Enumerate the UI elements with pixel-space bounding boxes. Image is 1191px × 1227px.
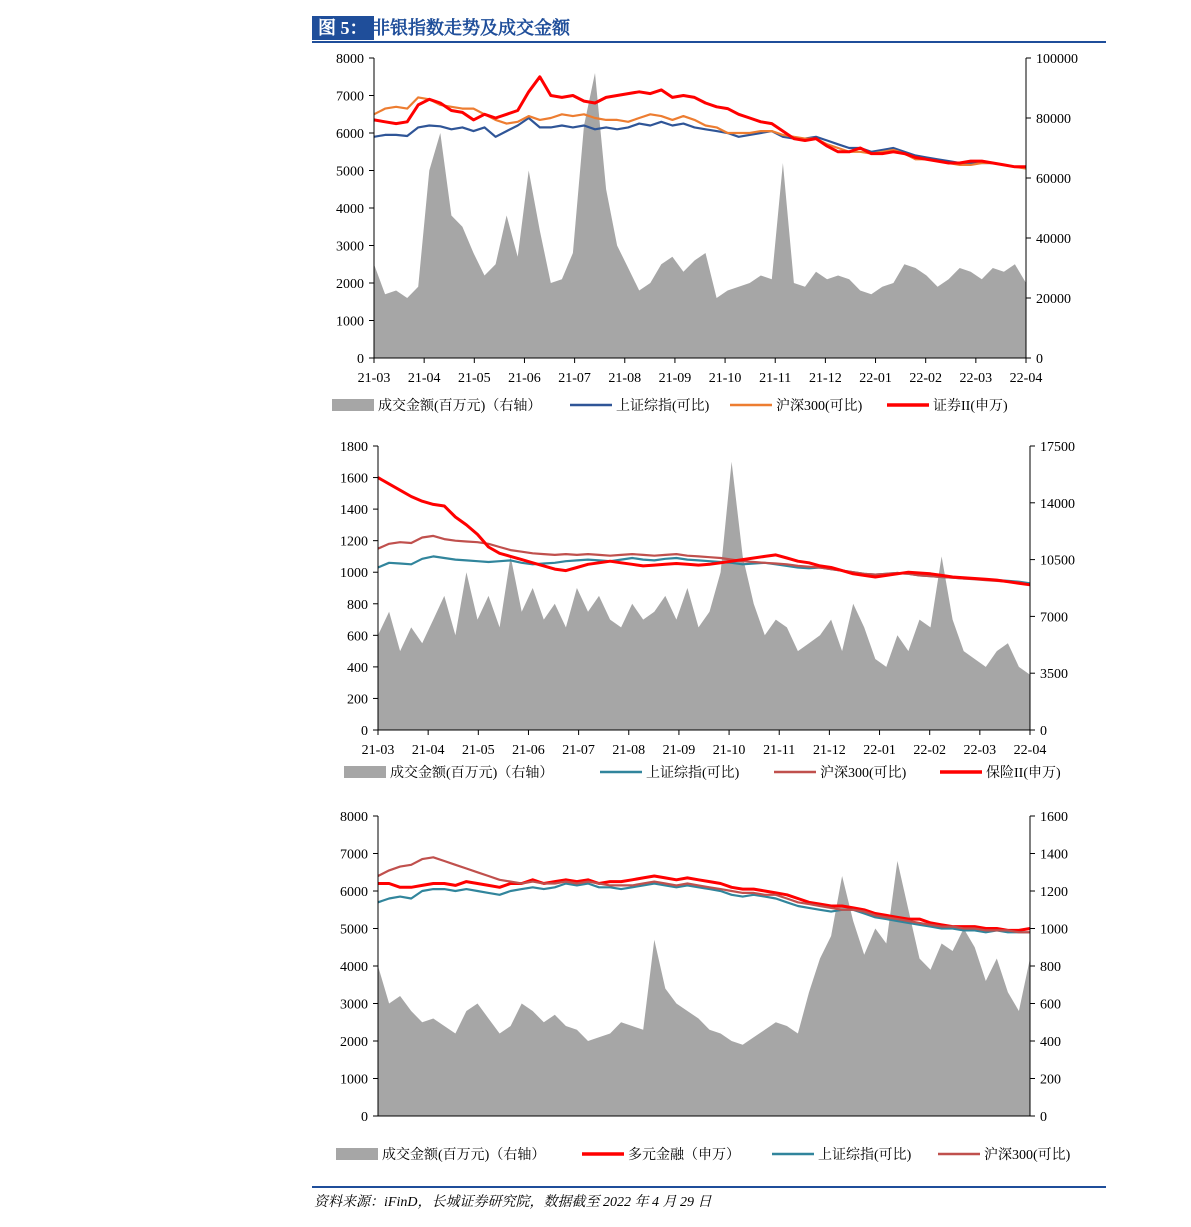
volume-area: [374, 73, 1026, 358]
x-tick-label: 21-07: [562, 743, 595, 758]
y-tick-label-left: 7000: [340, 847, 368, 863]
volume-area: [378, 462, 1030, 730]
y-tick-label-right: 0: [1040, 1110, 1047, 1125]
series-line-multi-finance: [378, 876, 1030, 930]
y-tick-label-left: 0: [361, 724, 368, 739]
legend-label: 上证综指(可比): [616, 399, 710, 414]
y-tick-label-right: 1400: [1040, 847, 1068, 863]
y-tick-label-left: 6000: [336, 127, 364, 142]
legend-swatch-volume: [344, 766, 386, 778]
y-tick-label-right: 80000: [1036, 112, 1071, 127]
x-tick-label: 21-06: [512, 743, 545, 758]
x-tick-label: 22-01: [859, 371, 892, 386]
y-tick-label-left: 1800: [340, 440, 368, 455]
legend-label: 成交金额(百万元)（右轴）: [382, 1148, 546, 1163]
legend-label: 保险II(申万): [986, 766, 1061, 781]
legend-label: 证券II(申万): [933, 399, 1008, 414]
x-tick-label: 21-10: [712, 743, 746, 758]
y-tick-label-right: 14000: [1040, 496, 1075, 512]
legend-label: 沪深300(可比): [984, 1148, 1071, 1163]
x-tick-label: 21-04: [407, 371, 441, 386]
chart-securities: [312, 46, 1106, 426]
x-tick-label: 22-02: [913, 743, 947, 758]
series-line-insurance: [378, 478, 1030, 585]
y-tick-label-left: 3000: [336, 239, 364, 255]
volume-area: [378, 861, 1030, 1116]
x-tick-label: 21-05: [461, 743, 495, 758]
figure-label: 图 5：: [312, 16, 374, 40]
legend-label: 上证综指(可比): [818, 1148, 912, 1163]
y-tick-label-right: 400: [1040, 1035, 1061, 1050]
x-tick-label: 21-11: [763, 743, 796, 758]
legend-label: 成交金额(百万元)（右轴）: [378, 399, 542, 414]
x-tick-label: 22-03: [963, 743, 997, 758]
y-tick-label-right: 0: [1040, 724, 1047, 739]
legend-label: 上证综指(可比): [646, 766, 740, 781]
y-tick-label-left: 1000: [336, 314, 364, 330]
y-tick-label-left: 200: [347, 692, 368, 708]
y-tick-label-left: 1400: [340, 503, 368, 519]
y-tick-label-left: 0: [357, 352, 364, 367]
x-tick-label: 21-08: [608, 371, 642, 386]
y-tick-label-right: 7000: [1040, 610, 1068, 626]
y-tick-label-left: 8000: [340, 810, 368, 825]
x-tick-label: 21-09: [658, 371, 692, 386]
x-tick-label: 21-05: [457, 371, 491, 386]
figure-title: 非银指数走势及成交金额: [372, 18, 570, 38]
y-tick-label-left: 800: [347, 597, 368, 613]
x-tick-label: 21-03: [357, 371, 391, 386]
y-tick-label-right: 600: [1040, 997, 1061, 1013]
y-tick-label-right: 200: [1040, 1072, 1061, 1088]
y-tick-label-left: 2000: [336, 277, 364, 292]
y-tick-label-right: 20000: [1036, 292, 1071, 307]
y-tick-label-left: 1000: [340, 566, 368, 582]
y-tick-label-left: 1000: [340, 1072, 368, 1088]
y-tick-label-right: 800: [1040, 960, 1061, 975]
source-note: 资料来源：iFinD，长城证券研究院，数据截至 2022 年 4 月 29 日: [314, 1195, 712, 1210]
y-tick-label-right: 1600: [1040, 810, 1068, 825]
y-tick-label-right: 17500: [1040, 440, 1075, 455]
y-tick-label-left: 2000: [340, 1035, 368, 1050]
y-tick-label-right: 0: [1036, 352, 1043, 367]
figure-header: [312, 14, 1106, 42]
x-tick-label: 21-10: [708, 371, 742, 386]
x-tick-label: 21-04: [411, 743, 445, 758]
x-tick-label: 22-04: [1009, 371, 1043, 386]
x-tick-label: 21-12: [813, 743, 846, 758]
y-tick-label-left: 4000: [340, 960, 368, 975]
y-tick-label-left: 5000: [336, 164, 364, 180]
y-tick-label-left: 7000: [336, 89, 364, 105]
x-tick-label: 22-03: [959, 371, 993, 386]
series-line-shanghai: [378, 556, 1030, 583]
y-tick-label-left: 600: [347, 629, 368, 645]
x-tick-label: 21-08: [612, 743, 646, 758]
series-line-hs300: [378, 857, 1030, 932]
legend-label: 成交金额(百万元)（右轴）: [390, 766, 554, 781]
y-tick-label-left: 0: [361, 1110, 368, 1125]
y-tick-label-right: 100000: [1036, 52, 1078, 67]
x-tick-label: 22-02: [909, 371, 943, 386]
x-tick-label: 21-03: [361, 743, 395, 758]
y-tick-label-right: 1000: [1040, 922, 1068, 938]
y-tick-label-right: 40000: [1036, 232, 1071, 247]
y-tick-label-left: 6000: [340, 885, 368, 900]
header-rule: [312, 41, 1106, 43]
chart-diversified-finance: [312, 800, 1106, 1180]
y-tick-label-right: 10500: [1040, 553, 1075, 569]
y-tick-label-right: 1200: [1040, 885, 1068, 900]
y-tick-label-left: 1600: [340, 471, 368, 487]
y-tick-label-left: 400: [347, 660, 368, 676]
x-tick-label: 21-12: [809, 371, 842, 386]
y-tick-label-left: 8000: [336, 52, 364, 67]
y-tick-label-left: 5000: [340, 922, 368, 938]
legend-label: 沪深300(可比): [820, 766, 907, 781]
legend-swatch-volume: [336, 1148, 378, 1160]
x-tick-label: 21-09: [662, 743, 696, 758]
x-tick-label: 22-04: [1013, 743, 1047, 758]
chart-insurance: [312, 432, 1106, 792]
legend-swatch-volume: [332, 399, 374, 411]
legend-label: 多元金融（申万）: [628, 1148, 740, 1163]
y-tick-label-right: 3500: [1040, 667, 1068, 683]
x-tick-label: 21-07: [558, 371, 591, 386]
x-tick-label: 21-06: [508, 371, 541, 386]
y-tick-label-left: 1200: [340, 534, 368, 550]
legend-label: 沪深300(可比): [776, 399, 863, 414]
y-tick-label-left: 3000: [340, 997, 368, 1013]
footer-rule: [312, 1186, 1106, 1188]
x-tick-label: 21-11: [759, 371, 792, 386]
y-tick-label-right: 60000: [1036, 172, 1071, 187]
x-tick-label: 22-01: [863, 743, 896, 758]
y-tick-label-left: 4000: [336, 202, 364, 217]
